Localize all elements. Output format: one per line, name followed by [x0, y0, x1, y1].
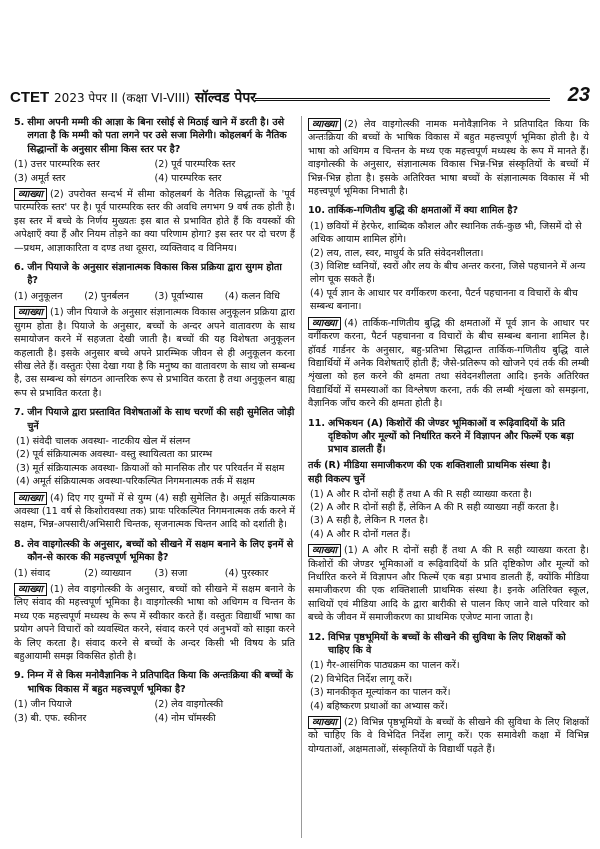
reason-text: तर्क (R) मीडिया समाजीकरण की एक शक्तिशाली प्राथमिक संस्था है। [308, 459, 551, 471]
option: (2) पूर्व संक्रियात्मक अवस्था- वस्तु स्थायित्वता का प्रारम्भ [16, 449, 213, 461]
question [14, 669, 295, 696]
option: (2) A और R दोनों सही हैं, लेकिन A की R सही व्याख्या नहीं करता है। [310, 501, 559, 513]
explanation-label: व्याख्या [308, 317, 341, 330]
option: (4) पुरस्कार [224, 567, 269, 579]
explanation-text: (1) लेव वाइगोत्स्की के अनुसार, बच्चों को सीखने में सक्षम बनाने के लिए संवाद की महत्त्वपूर्ण भूमिका है। वाइगोत्स्की भाषा को अधिगम व चिन्तन के मध्य एक महत्त्वपूर्ण मध्यस्थ के रूप में स्वीकार करते हैं। वस्तुतः विद्यार्थी भाषा का प्रयोग अपने विचारों को व्यवस्थित करने, संवाद करने एवं अनुभवों को साझा करने के लिए करता है। संवाद करने से बच्चों के अन्दर किसी भी विषय के प्रति बहुआयामी समझ विकसित होती है। [14, 584, 295, 663]
option: (1) संवाद [14, 567, 51, 579]
question [308, 631, 589, 658]
explanation [14, 306, 295, 400]
option: (1) अनुकूलन [14, 290, 63, 302]
explanation-label: व्याख्या [14, 492, 47, 505]
options [14, 698, 295, 725]
explanation-text: (1) A और R दोनों सही हैं तथा A की R सही व्याख्या करता है। किशोरों की जेण्डर भूमिकाओं व रूढ़िवादियों के प्रति दृष्टिकोण और मूल्यों को निर्धारित करने में विज्ञापन और फिल्में एक बड़ा प्रभाव डालती हैं, क्योंकि मीडिया समाजीकरण की एक शक्तिशाली प्राथमिक संस्था है। इनके अतिरिक्त स्कूल, साथियों एवं मीडिया आदि के द्वारा बारीकी से पालन किए जाने वाले परिवार को बच्चे के जीवन में समाजीकरण का प्राथमिक एजेण्ट माना जाता है। [308, 545, 589, 624]
option: (2) पुनर्बलन [84, 290, 129, 302]
explanation [308, 118, 589, 198]
question [14, 116, 295, 156]
option: (4) कलन विधि [224, 290, 280, 302]
explanation [308, 544, 589, 624]
question-number: 7. [14, 407, 25, 419]
question-number: 6. [14, 262, 25, 274]
option: (2) विभेदित निर्देश लागू करें। [310, 673, 413, 685]
option: (4) अमूर्त संक्रियात्मक अवस्था-परिकल्पित निगमनात्मक तर्क में सक्षम [16, 476, 255, 488]
explanation [14, 188, 295, 255]
page-number: 23 [567, 84, 590, 106]
option: (3) मूर्त संक्रियात्मक अवस्था- क्रियाओं को मानसिक तौर पर परिवर्तन में सक्षम [16, 462, 285, 474]
explanation [308, 317, 589, 411]
explanation-label: व्याख्या [308, 544, 341, 557]
right-column [308, 116, 589, 762]
question-text: जीन पियाजे द्वारा प्रस्तावित विशेषताओं के साथ चरणों की सही सुमेलित जोड़ी चुनें [27, 407, 295, 432]
option: (1) A और R दोनों सही हैं तथा A की R सही व्याख्या करता है। [310, 488, 532, 500]
options [308, 659, 589, 713]
option: (3) अमूर्त स्तर [14, 172, 66, 184]
option: (3) सजा [154, 567, 188, 579]
page-header [10, 84, 590, 110]
question-number: 11. [308, 417, 325, 429]
explanation-label: व्याख्या [14, 583, 47, 596]
question [308, 417, 589, 457]
options [14, 435, 295, 489]
explanation-text: (4) तार्किक-गणितीय बुद्धि की क्षमताओं में पूर्व ज्ञान के आधार पर वर्गीकरण करना, पैटर्न पहचानना व विचारों के बीच सम्बन्ध बनाना शामिल है। हॉवर्ड गार्डनर के अनुसार, बहु-प्रतिभा सिद्धान्त तार्किक-गणितीय बुद्धि वाले विद्यार्थियों में अनेक विशेषताएँ होती हैं; जैसे-प्रतिरूप को खोजने एवं तर्क की लम्बी शृंखला को हल करने की क्षमता तथा संवेदनशीलता आदि। इनके अतिरिक्त विद्यार्थियों में समस्याओं का विश्लेषण करना, तर्क की लम्बी शृंखला को समझना, वैज्ञानिक जाँच करने की क्षमता होती है। [308, 317, 589, 410]
option: (2) लेव वाइगोत्स्की [154, 699, 224, 711]
question-number: 5. [14, 117, 25, 128]
question-text: अभिकथन (A) किशोरों की जेण्डर भूमिकाओं व रूढ़िवादियों के प्रति दृष्टिकोण और मूल्यों को निर्धारित करने में विज्ञापन और फिल्में एक बड़ा प्रभाव डालती हैं। [328, 417, 574, 456]
explanation-text: (4) दिए गए युग्मों में से युग्म (4) सही सुमेलित है। अमूर्त संक्रियात्मक अवस्था (11 वर्ष से किशोरावस्था तक) प्रायः परिकल्पित निगमनात्मक तर्क करने में सक्षम, भिन्न-अपसारी/अभिसारी चिन्तक, सृजनात्मक चिन्तन आदि को दर्शाती है। [14, 492, 295, 531]
options [308, 220, 589, 314]
option: (1) उत्तर पारम्परिक स्तर [14, 159, 100, 171]
left-column [14, 116, 295, 728]
option: (3) पूर्वाभ्यास [154, 290, 203, 302]
explanation [14, 492, 295, 532]
option: (1) गैर-आसंगिक पाठ्यक्रम का पालन करें। [310, 660, 460, 672]
explanation-label: व्याख्या [14, 188, 47, 201]
question [308, 204, 589, 217]
question-number: 12. [308, 631, 325, 643]
question-text: जीन पियाजे के अनुसार संज्ञानात्मक विकास किस प्रक्रिया द्वारा सुगम होता है? [27, 262, 282, 287]
explanation-text: (2) उपरोक्त सन्दर्भ में सीमा कोहलबर्ग के नैतिक सिद्धान्तों के 'पूर्व पारम्परिक स्तर' पर है। पूर्व पारम्परिक स्तर की अवधि लगभग 9 वर्ष तक होती है। इस स्तर में बच्चे के निर्णय मुख्यतः इस बात से प्रभावित होते हैं कि वयस्कों की अपेक्षाएँ क्या हैं और नियम तोड़ने का क्या परिणाम होगा? इस स्तर पर दो चरण हैं—प्रथम, आज्ञाकारिता व दण्ड तथा दूसरा, व्यक्तिवाद व विनिमय। [14, 189, 295, 254]
options [14, 290, 295, 303]
option: (1) जीन पियाजे [14, 699, 72, 711]
options [14, 567, 295, 580]
option: (3) A सही है, लेकिन R गलत है। [310, 515, 429, 527]
explanation-text: (2) लेव वाइगोत्स्की नामक मनोवैज्ञानिक ने प्रतिपादित किया कि अन्तःक्रिया की बच्चों के भाषिक विकास में बहुत महत्त्वपूर्ण भूमिका होती है। ये भाषा को अधिगम व चिन्तन के मध्य एक महत्त्वपूर्ण मध्यस्थ के रूप में मानते हैं। वाइगोत्स्की के अनुसार, संज्ञानात्मक विकास भिन्न-भिन्न संस्कृतियों के बच्चों में भिन्न-भिन्न होता है। इसके अतिरिक्त भाषा बच्चों के संज्ञानात्मक विकास में भी महत्त्वपूर्ण भूमिका निभाती है। [308, 119, 589, 198]
explanation [14, 583, 295, 663]
question-number: 10. [308, 205, 325, 217]
header-title [10, 88, 256, 107]
question-number: 9. [14, 670, 25, 682]
column-divider [301, 116, 302, 838]
option: (3) बी. एफ. स्कीनर [14, 712, 87, 724]
option: (2) लय, ताल, स्वर, माधुर्य के प्रति संवेदनशीलता। [310, 247, 484, 259]
option: (4) बहिष्करण प्रथाओं का अभ्यास करें। [310, 700, 448, 712]
question-text: सीमा अपनी मम्मी की आज्ञा के बिना रसोई से मिठाई खाने में डरती है। उसे लगता है कि मम्मी को पता लगने पर उसे सजा मिलेगी। कोहलबर्ग के नैतिक सिद्धान्तों के अनुसार सीमा किस स्तर पर है? [27, 117, 287, 155]
option: (4) पारम्परिक स्तर [154, 172, 222, 184]
explanation-label: व्याख्या [14, 306, 47, 319]
explanation-text: (2) विभिन्न पृष्ठभूमियों के बच्चों के सीखने की सुविधा के लिए शिक्षकों को चाहिए कि वे विभेदित निर्देश लागू करें। एक समावेशी कक्षा में विभिन्न योग्यताओं, अक्षमताओं, संस्कृतियों के विद्यार्थी पढ़ते हैं। [308, 717, 589, 755]
header-paper-title: सॉल्वड पेपर [194, 90, 257, 106]
option: (1) संवेदी चालक अवस्था- नाटकीय खेल में संलग्न [16, 435, 191, 447]
option: (2) पूर्व पारम्परिक स्तर [154, 159, 236, 171]
header-subtitle: 2023 पेपर II (कक्षा VI-VIII) [54, 91, 190, 105]
option: (2) व्याख्यान [84, 567, 132, 579]
brand: CTET [10, 89, 50, 106]
instruction-text: सही विकल्प चुनें [308, 474, 365, 486]
question-text: विभिन्न पृष्ठभूमियों के बच्चों के सीखने की सुविधा के लिए शिक्षकों को चाहिए कि वे [328, 631, 566, 657]
explanation-text: (1) जीन पियाजे के अनुसार संज्ञानात्मक विकास अनुकूलन प्रक्रिया द्वारा सुगम होता है। पियाजे के अनुसार, बच्चों के अन्दर अपने वातावरण के साथ समायोजन करने में सहजता देखी जाती है। बच्चों की यह विशेषता अनुकूलन कहलाती है। इसके अनुसार बच्चे अपने प्रारम्भिक जीवन से ही अनुकूलन करना सीख लेते हैं। वस्तुतः ऐसा देखा गया है कि मनुष्य का वातावरण के साथ जो सम्बन्ध है, उस सम्बन्ध को संगठन आन्तरिक रूप से प्रभावित करता है तथा अनुकूलन बाह्य रूप से प्रभावित करता है। [14, 307, 295, 399]
question-text: लेव वाइगोत्स्की के अनुसार, बच्चों को सीखने में सक्षम बनाने के लिए इनमें से कौन-से कारक की महत्त्वपूर्ण भूमिका है? [27, 538, 294, 564]
options [14, 158, 295, 185]
option: (4) नोम चॉमस्की [154, 712, 216, 724]
option: (1) छवियों में हेरफेर, शाब्दिक कौशल और स्थानिक तर्क-कुछ भी, जिसमें दो से अधिक आयाम शामिल होंगे। [310, 220, 582, 246]
options [308, 488, 589, 542]
explanation-label: व्याख्या [308, 716, 341, 729]
explanation-label: व्याख्या [308, 118, 341, 131]
option: (4) A और R दोनों गलत हैं। [310, 528, 411, 540]
option: (4) पूर्व ज्ञान के आधार पर वर्गीकरण करना, पैटर्न पहचानना व विचारों के बीच सम्बन्ध बनाना। [310, 287, 578, 313]
option: (3) मानकीकृत मूल्यांकन का पालन करें। [310, 687, 451, 699]
question-text: तार्किक-गणितीय बुद्धि की क्षमताओं में क्या शामिल है? [328, 205, 519, 217]
question [14, 406, 295, 433]
header-rule [255, 98, 550, 101]
question-text: निम्न में से किस मनोवैज्ञानिक ने प्रतिपादित किया कि अन्तःक्रिया की बच्चों के भाषिक विकास में बहुत महत्त्वपूर्ण भूमिका है? [27, 670, 293, 695]
option: (3) विशिष्ट ध्वनियों, स्वरों और लय के बीच अन्तर करना, जिसे पहचानने में अन्य लोग चूक सकते हैं। [310, 261, 586, 286]
question [14, 261, 295, 288]
explanation [308, 716, 589, 756]
question [14, 538, 295, 565]
question-number: 8. [14, 538, 25, 550]
